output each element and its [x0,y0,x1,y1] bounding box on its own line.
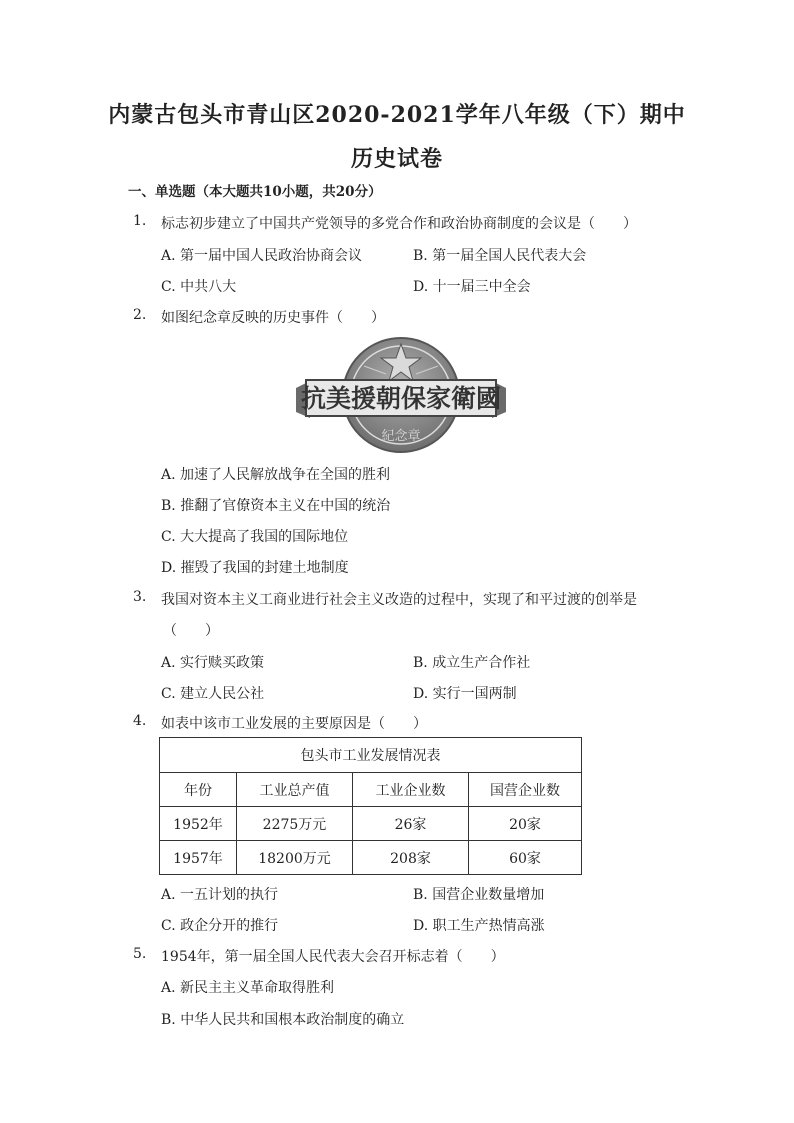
option-a[interactable]: A. 加速了人民解放战争在全国的胜利 [161,467,391,483]
table-cell: 1952年 [160,807,237,841]
option-d[interactable]: D. 职工生产热情高涨 [413,918,545,934]
table-cell: 1957年 [160,841,237,875]
badge-illustration [294,336,508,454]
table-cell: 208家 [353,841,469,875]
option-b[interactable]: B. 第一届全国人民代表大会 [413,248,587,264]
option-c[interactable]: C. 中共八大 [161,279,237,295]
question-stem: 如表中该市工业发展的主要原因是（ ） [161,716,427,732]
question-number: 2. [133,307,147,323]
badge-banner-text: 抗美援朝保家衛國 [300,384,502,413]
industry-table [159,737,582,875]
table-cell: 2275万元 [237,807,353,841]
option-c[interactable]: C. 大大提高了我国的国际地位 [161,529,349,545]
badge-lower-text: 紀念章 [381,429,421,444]
option-b[interactable]: B. 国营企业数量增加 [413,887,545,903]
option-d[interactable]: D. 实行一国两制 [413,686,517,702]
table-row [160,807,582,841]
option-a[interactable]: A. 一五计划的执行 [161,887,279,903]
page-subtitle: 历史试卷 [350,146,443,172]
option-b[interactable]: B. 成立生产合作社 [413,655,531,671]
table-header-cell: 年份 [160,773,237,807]
question-stem-continued: （ ） [163,623,219,639]
option-a[interactable]: A. 实行赎买政策 [161,655,265,671]
commemorative-badge-image [294,336,508,454]
option-a[interactable]: A. 新民主主义革命取得胜利 [161,980,335,996]
table-cell: 20家 [469,807,582,841]
table-header-cell: 工业总产值 [237,773,353,807]
table-row [160,841,582,875]
question-number: 1. [133,213,147,229]
option-b[interactable]: B. 推翻了官僚资本主义在中国的统治 [161,498,391,514]
table-cell: 26家 [353,807,469,841]
question-number: 4. [133,713,147,729]
table-header-cell: 国营企业数 [469,773,582,807]
table-caption: 包头市工业发展情况表 [160,738,582,773]
table-cell: 18200万元 [237,841,353,875]
option-c[interactable]: C. 政企分开的推行 [161,918,279,934]
section-heading: 一、单选题（本大题共10小题，共20分） [128,184,382,200]
option-b[interactable]: B. 中华人民共和国根本政治制度的确立 [161,1012,405,1028]
question-stem: 1954年，第一届全国人民代表大会召开标志着（ ） [161,949,505,965]
option-d[interactable]: D. 十一届三中全会 [413,279,531,295]
page-title: 内蒙古包头市青山区2020-2021学年八年级（下）期中 [108,102,686,128]
option-d[interactable]: D. 摧毁了我国的封建土地制度 [161,560,349,576]
table-header-cell: 工业企业数 [353,773,469,807]
question-number: 3. [133,589,147,605]
question-number: 5. [133,946,147,962]
table-header-row [160,773,582,807]
question-stem: 标志初步建立了中国共产党领导的多党合作和政治协商制度的会议是（ ） [161,216,637,232]
question-stem: 如图纪念章反映的历史事件（ ） [161,310,385,326]
question-stem: 我国对资本主义工商业进行社会主义改造的过程中，实现了和平过渡的创举是 [161,592,637,608]
option-c[interactable]: C. 建立人民公社 [161,686,265,702]
table-cell: 60家 [469,841,582,875]
option-a[interactable]: A. 第一届中国人民政治协商会议 [161,248,363,264]
